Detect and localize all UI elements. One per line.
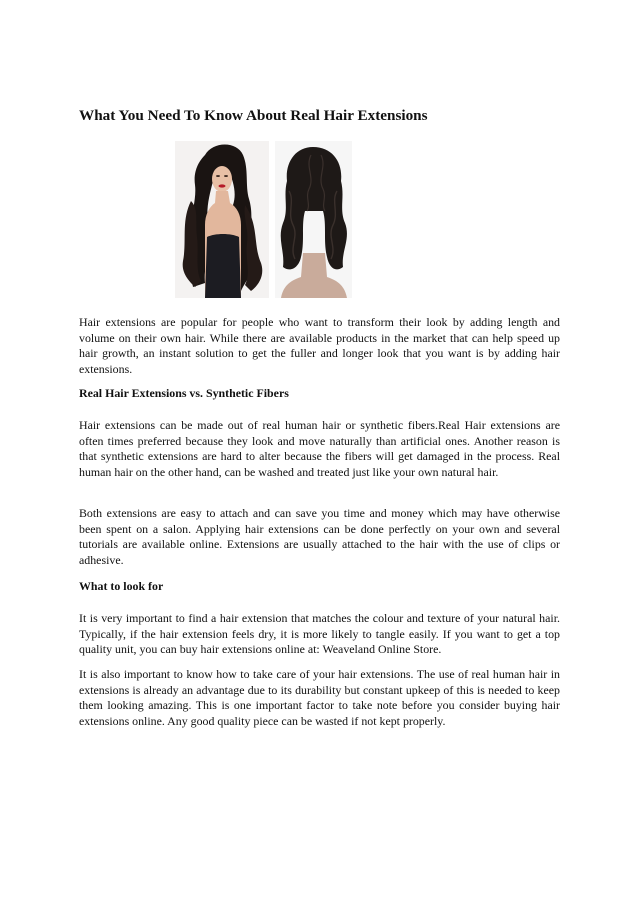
section-heading-what-to-look-for: What to look for	[79, 579, 164, 593]
paragraph-care-for-extensions: It is also important to know how to take care of your hair extensions. The use of real human hair in extensions is already an advantage due to its durability but constant upkeep of this is needed to keep them looking amazing. This is one important factor to take note before you consider buying hair extensions online. Any good quality piece can be wasted if not kept properly.	[79, 667, 560, 728]
document-title: What You Need To Know About Real Hair Extensions	[79, 107, 428, 124]
wig-on-mannequin-photo	[275, 141, 352, 298]
paragraph-match-colour-texture: It is very important to find a hair extension that matches the colour and texture of your natural hair. Typically, if the hair extension feels dry, it is more likely to tangle easily. If you want to get a top quality unit, you can buy hair extensions online at: Weaveland Online Store.	[79, 611, 560, 657]
paragraph-attach-extensions: Both extensions are easy to attach and can save you time and money which may have otherwise been spent on a salon. Applying hair extensions can be done perfectly on your own and several tutorials are available online. Extensions are usually attached to the hair with the use of clips or adhesive.	[79, 506, 560, 567]
woman-long-wavy-hair-photo	[175, 141, 269, 298]
intro-paragraph: Hair extensions are popular for people who want to transform their look by adding length and volume on their own hair. While there are available products in the market that can help speed up hair growth, an instant solution to get the fuller and longer look that you want is by adding hair extensions.	[79, 315, 560, 376]
paragraph-real-vs-synthetic: Hair extensions can be made out of real human hair or synthetic fibers.Real Hair extensions are often times preferred because they look and move naturally than artificial ones. Another reason is that synthetic extensions are hard to alter because the fibers will get damaged in the process. Real human hair on the other hand, can be washed and treated just like your own natural hair.	[79, 418, 560, 479]
section-heading-real-vs-synthetic: Real Hair Extensions vs. Synthetic Fibers	[79, 386, 289, 400]
